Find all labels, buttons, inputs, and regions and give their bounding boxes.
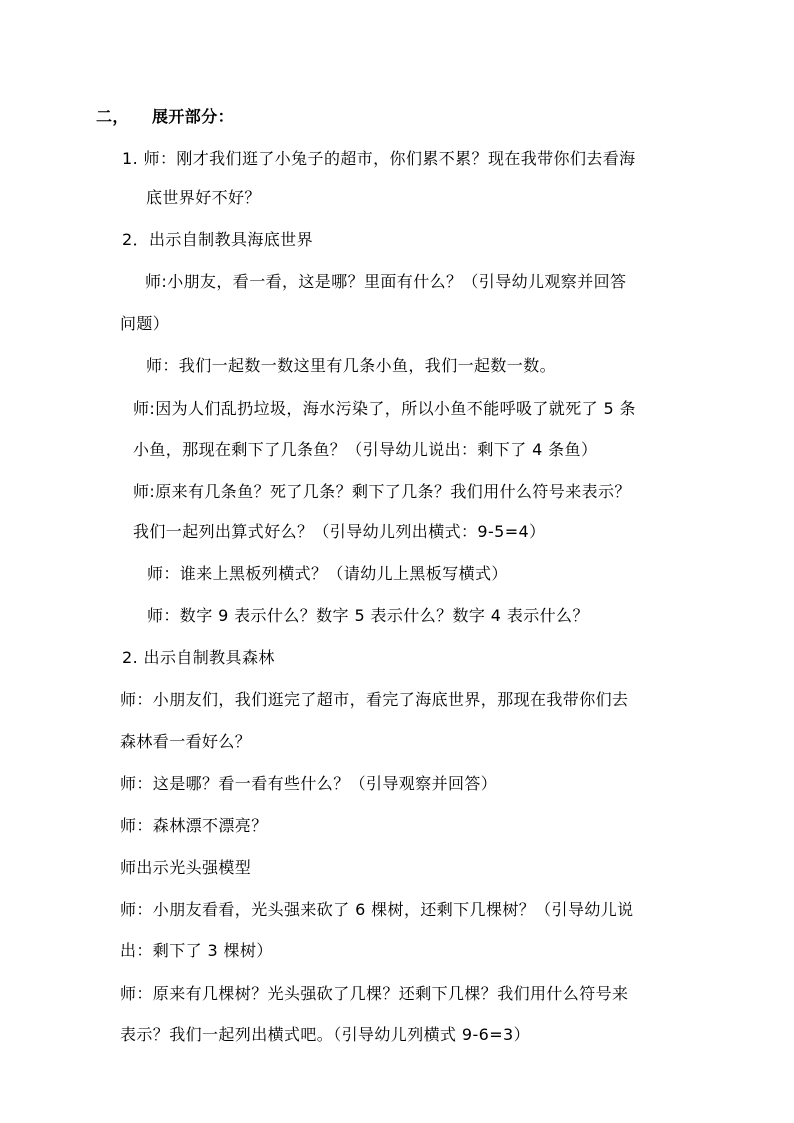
paragraph: 师：原来有几棵树？光头强砍了几棵？还剩下几棵？我们用什么符号来 [120, 984, 629, 1003]
paragraph: 师：森林漂不漂亮？ [120, 816, 268, 835]
section-title: 展开部分： [152, 107, 235, 126]
paragraph: 师：小朋友看看，光头强来砍了 6 棵树，还剩下几棵树？（引导幼儿说 [120, 900, 634, 919]
paragraph: 师出示光头强模型 [120, 858, 252, 877]
paragraph: 底世界好不好？ [146, 188, 261, 207]
paragraph: 2．出示自制教具海底世界 [122, 230, 313, 249]
paragraph: 我们一起列出算式好么？（引导幼儿列出横式：9-5=4） [133, 522, 546, 541]
paragraph: 小鱼，那现在剩下了几条鱼？（引导幼儿说出：剩下了 4 条鱼） [133, 440, 598, 459]
paragraph: 师：这是哪？看一看有些什么？（引导观察并回答） [120, 774, 498, 793]
paragraph: 师:小朋友，看一看，这是哪？里面有什么？（引导幼儿观察并回答 [145, 272, 627, 291]
paragraph: 师：小朋友们，我们逛完了超市，看完了海底世界，那现在我带你们去 [120, 690, 629, 709]
paragraph: 师：我们一起数一数这里有几条小鱼，我们一起数一数。 [146, 356, 557, 375]
section-number: 二， [96, 107, 129, 126]
paragraph: 问题） [120, 314, 170, 333]
paragraph: 森林看一看好么？ [120, 732, 252, 751]
paragraph: 表示？我们一起列出横式吧。（引导幼儿列横式 9-6=3） [120, 1025, 531, 1044]
paragraph: 师:因为人们乱扔垃圾，海水污染了，所以小鱼不能呼吸了就死了 5 条 [133, 399, 636, 418]
paragraph: 1. 师：刚才我们逛了小兔子的超市，你们累不累？现在我带你们去看海 [122, 149, 636, 168]
paragraph: 出：剩下了 3 棵树） [120, 941, 273, 960]
paragraph: 师:原来有几条鱼？死了几条？剩下了几条？我们用什么符号来表示？ [133, 482, 631, 501]
paragraph: 2. 出示自制教具森林 [122, 648, 275, 667]
paragraph: 师：数字 9 表示什么？数字 5 表示什么？数字 4 表示什么？ [147, 606, 589, 625]
paragraph: 师：谁来上黑板列横式？（请幼儿上黑板写横式） [147, 564, 508, 583]
